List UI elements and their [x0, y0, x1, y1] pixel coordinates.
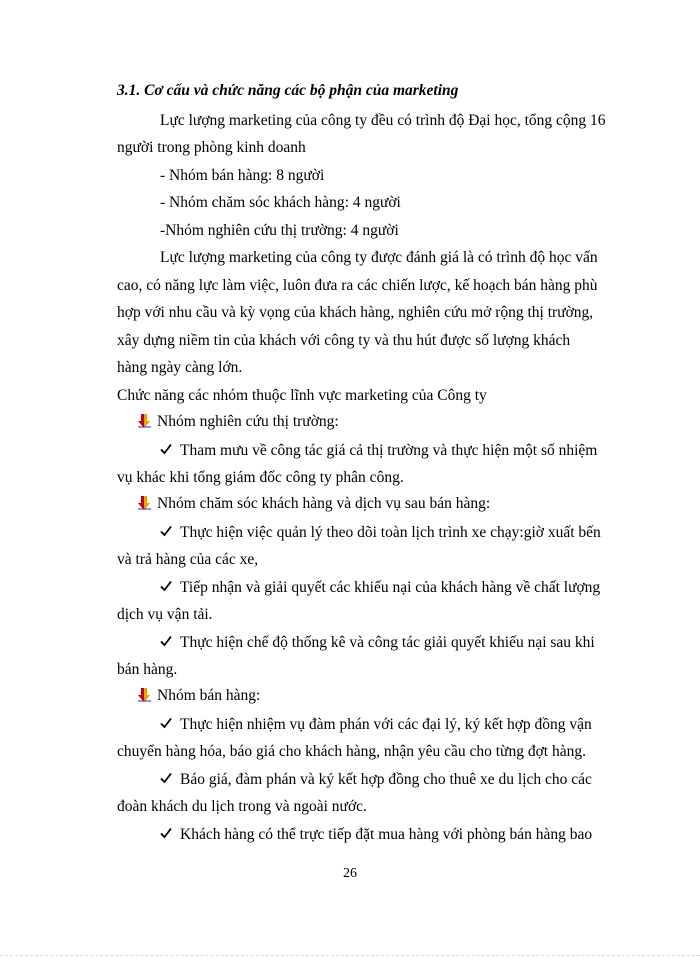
paragraph-line: xây dựng niềm tin của khách với công ty và thu hút được số lượng khách — [117, 332, 571, 349]
check-icon — [160, 580, 172, 592]
paragraph-line: hàng ngày càng lớn. — [117, 359, 243, 376]
group-line: -Nhóm nghiên cứu thị trường: 4 người — [160, 222, 399, 239]
paragraph-line: Lực lượng marketing của công ty đều có trình độ Đại học, tổng cộng 16 — [160, 112, 606, 129]
bullet-item-line — [160, 525, 601, 541]
check-icon — [160, 772, 172, 784]
group-line: - Nhóm chăm sóc khách hàng: 4 người — [160, 194, 401, 211]
down-arrow-icon — [138, 414, 152, 428]
bullet-item-line — [160, 443, 597, 459]
paragraph-line: cao, có năng lực làm việc, luôn đưa ra các chiến lược, kế hoạch bán hàng phù — [117, 277, 598, 294]
bullet-text: Tham mưu về công tác giá cả thị trường và thực hiện một số nhiệm — [180, 442, 598, 459]
section-title-text: Nhóm bán hàng: — [157, 687, 261, 704]
bullet-text: Khách hàng có thể trực tiếp đặt mua hàng với phòng bán hàng bao — [180, 826, 593, 843]
bullet-text: Tiếp nhận và giải quyết các khiếu nại của khách hàng về chất lượng — [180, 579, 601, 596]
check-icon — [160, 525, 172, 537]
bullet-item-line — [160, 827, 592, 843]
page-bottom-divider — [0, 955, 700, 956]
check-icon — [160, 443, 172, 455]
bullet-item-continuation: và trả hàng của các xe, — [117, 551, 259, 568]
paragraph-line: hợp với nhu cầu và kỳ vọng của khách hàng, nghiên cứu mở rộng thị trường, — [117, 304, 594, 321]
bullet-item-line — [160, 772, 592, 788]
bullet-item-continuation: đoàn khách du lịch trong và ngoài nước. — [117, 798, 367, 815]
bullet-item-line — [160, 635, 595, 651]
bullet-item-line — [160, 717, 592, 733]
bullet-text: Thực hiện nhiệm vụ đàm phán với các đại lý, ký kết hợp đồng vận — [180, 716, 592, 733]
bullet-text: Báo giá, đàm phán và ký kết hợp đồng cho thuê xe du lịch cho các — [180, 771, 592, 788]
bullet-item-line — [160, 580, 600, 596]
section-title-text: Nhóm chăm sóc khách hàng và dịch vụ sau bán hàng: — [157, 495, 491, 512]
functions-intro: Chức năng các nhóm thuộc lĩnh vực marketing của Công ty — [117, 387, 487, 404]
check-icon — [160, 635, 172, 647]
section-heading: 3.1. Cơ cấu và chức năng các bộ phận của marketing — [117, 82, 459, 99]
bullet-item-continuation: bán hàng. — [117, 661, 178, 678]
paragraph-line: Lực lượng marketing của công ty được đánh giá là có trình độ học vấn — [160, 249, 598, 266]
down-arrow-icon — [138, 688, 152, 702]
paragraph-line: người trong phòng kinh doanh — [117, 139, 306, 156]
check-icon — [160, 717, 172, 729]
section-title-text: Nhóm nghiên cứu thị trường: — [157, 413, 339, 430]
bullet-item-continuation: dịch vụ vận tải. — [117, 606, 213, 623]
page-number: 26 — [343, 866, 357, 881]
bullet-text: Thực hiện chế độ thống kê và công tác giải quyết khiếu nại sau khi — [180, 634, 595, 651]
bullet-item-continuation: chuyển hàng hóa, báo giá cho khách hàng, nhận yêu cầu cho từng đợt hàng. — [117, 743, 586, 760]
section-title-research — [138, 414, 339, 430]
down-arrow-icon — [138, 496, 152, 510]
bullet-item-continuation: vụ khác khi tổng giám đốc công ty phân công. — [117, 469, 404, 486]
group-line: - Nhóm bán hàng: 8 người — [160, 167, 325, 184]
section-title-sales — [138, 688, 260, 704]
section-title-customer-care — [138, 496, 490, 512]
bullet-text: Thực hiện việc quản lý theo dõi toàn lịch trình xe chạy:giờ xuất bến — [180, 524, 601, 541]
check-icon — [160, 827, 172, 839]
